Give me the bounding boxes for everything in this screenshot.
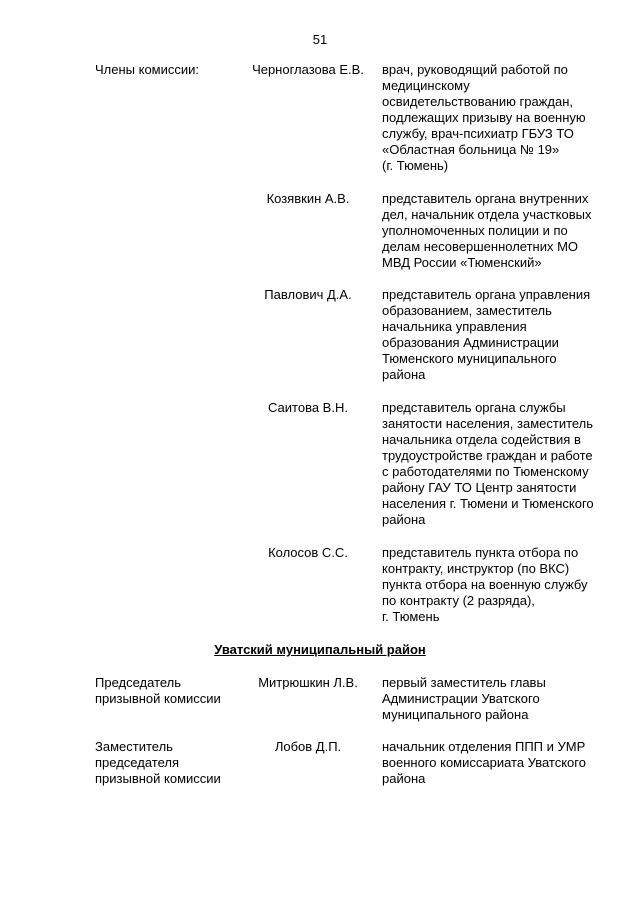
member-name: Павлович Д.А.: [264, 287, 352, 302]
description-line: (г. Тюмень): [382, 158, 449, 173]
description-line: представитель органа службы: [382, 400, 566, 415]
member-description: [382, 191, 622, 271]
description-line: делам несовершеннолетних МО: [382, 239, 579, 254]
member-description: [382, 545, 622, 625]
description-line: района: [382, 512, 426, 527]
member-name: Лобов Д.П.: [274, 739, 342, 754]
description-line: начальника управления: [382, 319, 527, 334]
description-line: пункта отбора на военную службу: [382, 577, 588, 592]
member-name: Митрюшкин Л.В.: [258, 675, 358, 690]
description-line: «Областная больница № 19»: [382, 142, 560, 157]
description-line: контракту, инструктор (по ВКС): [382, 561, 570, 576]
description-line: подлежащих призыву на военную: [382, 110, 586, 125]
member-role: [95, 739, 245, 787]
role-line: Председатель: [95, 675, 182, 690]
description-line: образованием, заместитель: [382, 303, 552, 318]
member-role: [95, 675, 245, 707]
description-line: врач, руководящий работой по: [382, 62, 568, 77]
description-line: трудоустройстве граждан и работе: [382, 448, 593, 463]
role-line: председателя: [95, 755, 180, 770]
member-description: [382, 287, 622, 383]
section-heading: Уватский муниципальный район: [214, 642, 426, 657]
description-line: представитель пункта отбора по: [382, 545, 579, 560]
description-line: военного комиссариата Уватского: [382, 755, 586, 770]
member-description: [382, 675, 622, 723]
member-name: Козявкин А.В.: [266, 191, 350, 206]
description-line: освидетельствованию граждан,: [382, 94, 573, 109]
role-line: Заместитель: [95, 739, 173, 754]
member-name: Колосов С.С.: [268, 545, 348, 560]
page-number: 51: [312, 32, 328, 47]
member-description: [382, 400, 622, 528]
member-description: [382, 62, 622, 174]
member-name: Черноглазова Е.В.: [252, 62, 364, 77]
description-line: по контракту (2 разряда),: [382, 593, 535, 608]
description-line: района: [382, 771, 426, 786]
description-line: уполномоченных полиции и по: [382, 223, 568, 238]
description-line: начальник отделения ППП и УМР: [382, 739, 586, 754]
description-line: образования Администрации: [382, 335, 559, 350]
description-line: МВД России «Тюменский»: [382, 255, 542, 270]
description-line: с работодателями по Тюменскому: [382, 464, 589, 479]
description-line: району ГАУ ТО Центр занятости: [382, 480, 577, 495]
description-line: Администрации Уватского: [382, 691, 540, 706]
description-line: населения г. Тюмени и Тюменского: [382, 496, 594, 511]
role-line: призывной комиссии: [95, 691, 221, 706]
description-line: дел, начальник отдела участковых: [382, 207, 592, 222]
description-line: первый заместитель главы: [382, 675, 546, 690]
member-role: [95, 62, 245, 78]
member-description: [382, 739, 622, 787]
description-line: медицинскому: [382, 78, 470, 93]
description-line: начальника отдела содействия в: [382, 432, 581, 447]
description-line: Тюменского муниципального: [382, 351, 557, 366]
role-line: Члены комиссии:: [95, 62, 200, 77]
description-line: г. Тюмень: [382, 609, 440, 624]
description-line: района: [382, 367, 426, 382]
role-line: призывной комиссии: [95, 771, 221, 786]
member-name: Саитова В.Н.: [268, 400, 348, 415]
description-line: представитель органа внутренних: [382, 191, 589, 206]
description-line: представитель органа управления: [382, 287, 591, 302]
description-line: муниципального района: [382, 707, 529, 722]
description-line: службу, врач-психиатр ГБУЗ ТО: [382, 126, 574, 141]
description-line: занятости населения, заместитель: [382, 416, 594, 431]
